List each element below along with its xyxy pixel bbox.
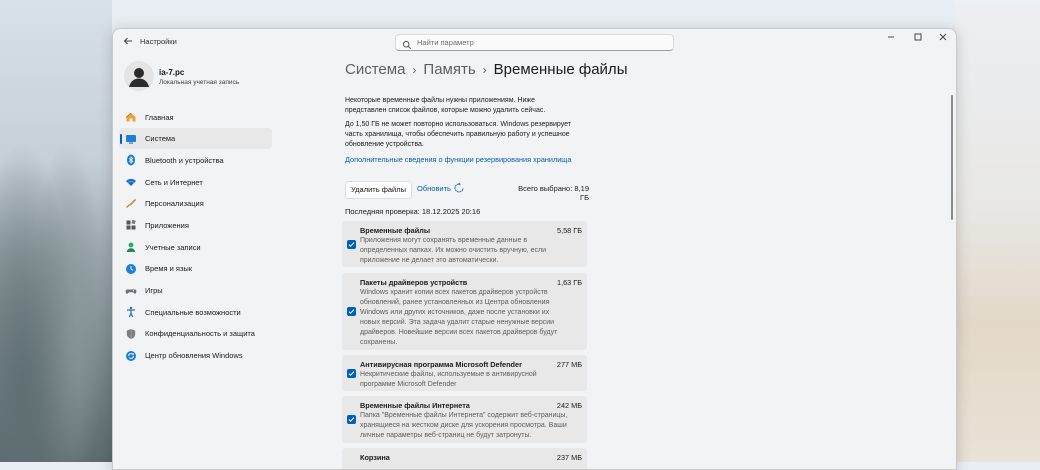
update-icon — [125, 350, 137, 362]
scrollbar[interactable] — [951, 95, 953, 220]
intro-text-1: Некоторые временные файлы нужны приложениям. Ниже представлен список файлов, которые можно удалить сейчас. — [345, 97, 546, 114]
chevron-right-icon: › — [412, 63, 417, 77]
category-description: Некритические файлы, используемые в антивирусной программе Microsoft Defender — [360, 371, 537, 388]
checkbox-defender[interactable] — [347, 369, 356, 378]
breadcrumb-system[interactable]: Система — [345, 61, 406, 78]
search-icon — [402, 37, 412, 47]
sidebar-item-home[interactable]: Главная — [119, 106, 272, 128]
back-arrow-icon[interactable] — [121, 35, 135, 49]
category-description: Папка "Временные файлы Интернета" содержит веб-страницы, хранящиеся на жестком диске для ускорения просмотра. Ваши личные параметры веб-страниц не будут затронуты. — [360, 412, 568, 439]
category-size: 242 МБ — [556, 401, 582, 410]
avatar[interactable] — [124, 61, 154, 91]
storage-reserve-link[interactable]: Дополнительные сведения о функции резервирования хранилища — [345, 155, 572, 164]
shield-icon — [125, 328, 137, 340]
checkbox-driver-packages[interactable] — [347, 307, 356, 316]
category-recycle-bin[interactable] — [342, 448, 587, 470]
checkmark-icon — [348, 370, 355, 377]
category-title: Антивирусная программа Microsoft Defender — [360, 360, 522, 369]
system-icon — [125, 133, 137, 145]
title-bar — [113, 29, 956, 55]
sidebar-nav — [119, 106, 272, 366]
search-placeholder: Найти параметр — [417, 38, 474, 47]
category-description: Windows хранит копии всех пакетов драйверов устройств обновлений, ранее установленных из Центра обновления Windows или других источников, даже после установки их новых версий. Эта задача удалит старые ненужные версии драйверов. Новейшие версии всех пакетов драйверов будут сохранены. — [360, 289, 558, 346]
intro-text-2: До 1,50 ГБ не может повторно использоваться. Windows резервирует часть хранилища, чтобы обеспечить правильную работу и успешное обновление устройства. — [345, 121, 571, 148]
breadcrumb-storage[interactable]: Память — [423, 61, 476, 78]
desktop-wallpaper-left — [0, 0, 112, 462]
sidebar-item-network[interactable]: Сеть и Интернет — [119, 171, 272, 193]
checkmark-icon — [348, 416, 355, 423]
home-icon — [125, 111, 137, 123]
category-title: Временные файлы Интернета — [360, 401, 470, 410]
sidebar-item-gaming[interactable]: Игры — [119, 280, 272, 302]
settings-window — [112, 28, 957, 470]
time-language-icon — [125, 263, 137, 275]
apps-icon — [125, 219, 137, 231]
checkbox-temp-files[interactable] — [347, 240, 356, 249]
delete-files-button[interactable]: Удалить файлы — [345, 181, 412, 199]
maximize-icon — [913, 32, 923, 42]
close-icon — [938, 32, 948, 42]
category-size: 237 МБ — [556, 453, 582, 462]
brush-icon — [125, 198, 137, 210]
account-type: Локальная учетная запись — [159, 79, 240, 86]
accounts-icon — [125, 241, 137, 253]
app-title: Настройки — [140, 37, 177, 46]
sidebar-item-privacy[interactable]: Конфиденциальность и защита — [119, 323, 272, 345]
minimize-button[interactable] — [879, 32, 903, 46]
category-title: Временные файлы — [360, 226, 431, 235]
close-button[interactable] — [931, 32, 955, 46]
checkmark-icon — [348, 308, 355, 315]
network-icon — [125, 176, 137, 188]
category-size: 5,58 ГБ — [557, 226, 582, 235]
sidebar-item-time-language[interactable]: Время и язык — [119, 258, 272, 280]
account-name: ia-7.pc — [159, 68, 185, 77]
refresh-icon[interactable] — [454, 183, 464, 193]
sidebar-item-apps[interactable]: Приложения — [119, 214, 272, 236]
category-defender[interactable] — [342, 355, 587, 391]
sidebar-item-bluetooth[interactable]: Bluetooth и устройства — [119, 149, 272, 171]
last-check-timestamp: Последняя проверка: 18.12.2025 20:16 — [345, 207, 481, 216]
category-description: Приложения могут сохранять временные данные в определенных папках. Их можно очистить вручную, если приложение не делает это автоматически. — [360, 237, 546, 264]
minimize-icon — [886, 32, 896, 42]
category-title: Пакеты драйверов устройств — [360, 278, 468, 287]
category-size: 1,63 ГБ — [557, 278, 582, 287]
category-temp-files[interactable] — [342, 221, 587, 267]
desktop-wallpaper-right — [955, 0, 1040, 462]
search-box[interactable] — [395, 34, 674, 51]
page-title: Временные файлы — [493, 61, 628, 78]
user-avatar-icon — [124, 61, 154, 91]
category-internet-temp[interactable] — [342, 396, 587, 443]
category-size: 277 МБ — [556, 360, 582, 369]
category-title: Корзина — [360, 453, 390, 462]
checkmark-icon — [348, 241, 355, 248]
category-driver-packages[interactable] — [342, 273, 587, 350]
gamepad-icon — [125, 285, 137, 297]
sidebar-item-windows-update[interactable]: Центр обновления Windows — [119, 345, 272, 367]
bluetooth-icon — [125, 154, 137, 166]
total-selected: Всего выбрано: 8,19 ГБ — [518, 184, 589, 202]
sidebar-item-personalization[interactable]: Персонализация — [119, 193, 272, 215]
checkbox-internet-temp[interactable] — [347, 415, 356, 424]
chevron-right-icon: › — [482, 63, 487, 77]
maximize-button[interactable] — [906, 32, 930, 46]
sidebar-item-system[interactable]: Система — [119, 128, 272, 150]
accessibility-icon — [125, 306, 137, 318]
breadcrumb — [345, 61, 627, 78]
sidebar-item-accounts[interactable]: Учетные записи — [119, 236, 272, 258]
sidebar-item-accessibility[interactable]: Специальные возможности — [119, 301, 272, 323]
refresh-button[interactable]: Обновить — [417, 184, 451, 193]
